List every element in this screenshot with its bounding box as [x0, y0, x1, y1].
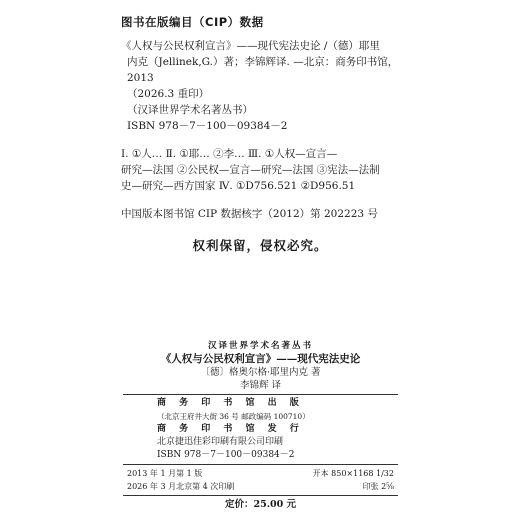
publisher-address: （北京王府井大街 36 号 邮政编码 100710） [157, 412, 310, 421]
series-name: 汉译世界学术名著丛书 [207, 341, 313, 351]
cip-heading: 图书在版编目（CIP）数据 [121, 15, 264, 29]
divider [123, 394, 398, 395]
printing-info: 2026 年 3 月北京第 4 次印刷 [127, 482, 235, 491]
colophon [123, 340, 398, 511]
divider [123, 464, 398, 465]
classification-line: 史—研究—西方国家 Ⅳ. ①D756.521 ②D956.51 [121, 180, 356, 192]
cip-core-number: 中国版本图书馆 CIP 数据核字（2012）第 202223 号 [121, 208, 378, 220]
book-format: 开本 850×1168 1/32 [312, 469, 394, 478]
cip-record [121, 38, 421, 222]
colophon-isbn: ISBN 978－7－100－09384－2 [157, 450, 295, 460]
translator-line: 李锦辉 译 [239, 380, 282, 391]
distributor: 商 务 印 书 馆 发 行 [157, 424, 304, 434]
author-line: 〔德〕格奥尔格·耶里内克 著 [200, 367, 321, 378]
book-title: 《人权与公民权利宣言》——现代宪法史论 [160, 353, 361, 365]
printer: 北京捷迅佳彩印刷有限公司印刷 [157, 437, 284, 447]
first-edition: 2013 年 1 月第 1 版 [127, 469, 203, 478]
rights-notice: 权利保留，侵权必究。 [192, 238, 328, 253]
catalog-line: 《人权与公民权利宣言》——现代宪法史论 /（德）耶里 [121, 40, 380, 52]
catalog-line: （2026.3 重印） [127, 88, 210, 100]
classification-line: 研究—法国 ②公民权—宣言—研究—法国 ③宪法—法制 [121, 164, 380, 176]
catalog-line: （汉译世界学术名著丛书） [127, 104, 253, 116]
catalog-line: ISBN 978－7－100－09384－2 [127, 120, 288, 132]
catalog-line: 内克（Jellinek,G.）著；李锦辉译. —北京：商务印书馆，2013 [127, 56, 399, 84]
printing-row [123, 480, 398, 493]
divider [123, 495, 398, 496]
publisher: 商 务 印 书 馆 出 版 [157, 398, 304, 408]
price: 定价：25.00 元 [224, 499, 297, 510]
sheet-count: 印张 2⅝ [362, 482, 394, 491]
edition-row [123, 467, 398, 480]
publisher-block [123, 397, 398, 462]
classification-line: Ⅰ. ①人… Ⅱ. ①耶… ②李… Ⅲ. ①人权—宣言— [121, 148, 338, 160]
